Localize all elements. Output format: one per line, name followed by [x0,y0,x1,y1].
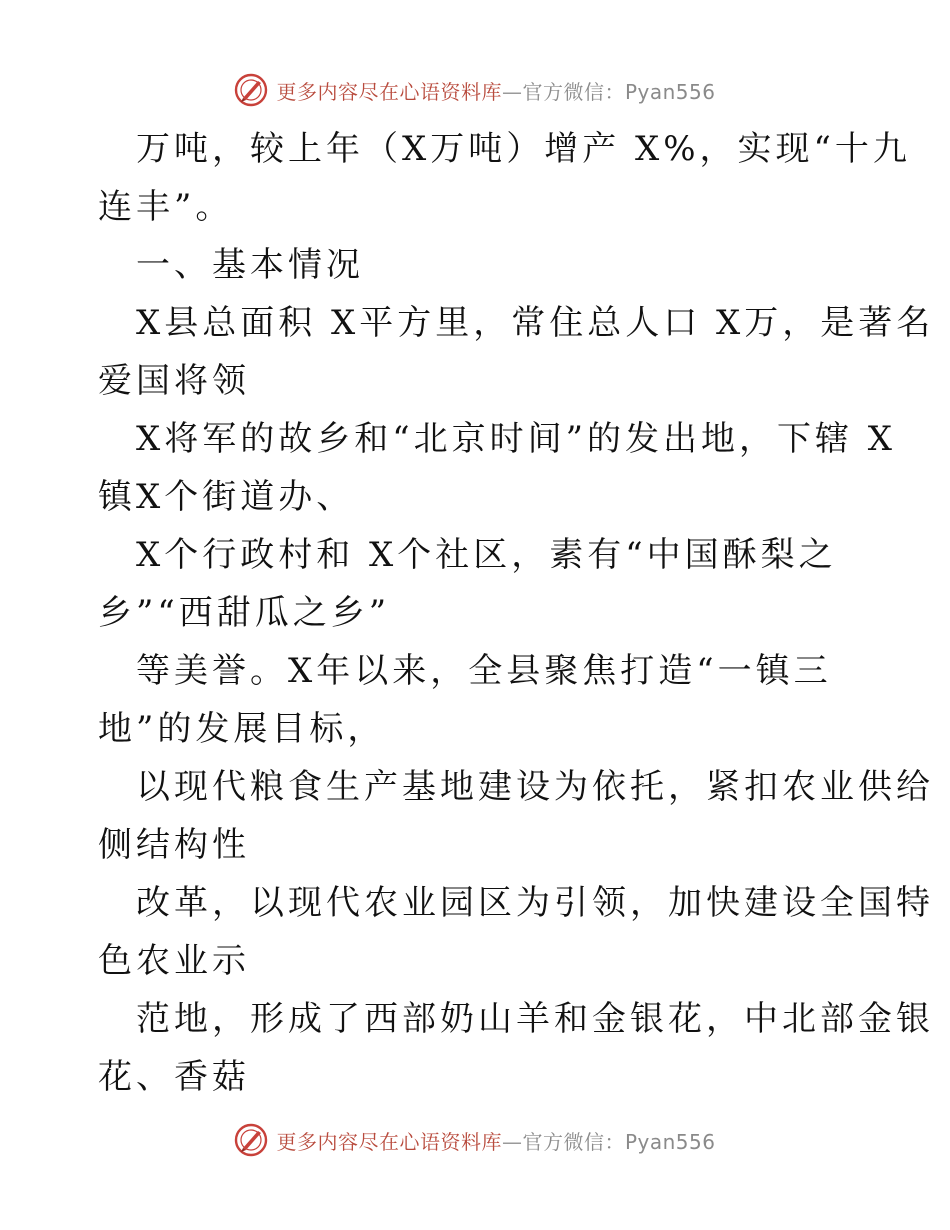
text-line: 爱国将领 [98,361,250,401]
text-line: 万吨，较上年（X万吨）增产 X%，实现“十九 [136,129,911,169]
footer-banner-main: 更多内容尽在心语资料库 [276,1129,502,1154]
header-banner-dash: — [501,79,523,104]
quill-seal-icon [234,1123,268,1157]
text-line: X将军的故乡和“北京时间”的发出地，下辖 X [136,419,896,459]
quill-seal-icon [234,73,268,107]
text-line: 花、香菇 [98,1057,250,1097]
text-line: 乡”“西甜瓜之乡” [98,593,391,633]
document-body [98,120,935,1106]
footer-banner-text [276,1126,715,1155]
text-line: X县总面积 X平方里，常住总人口 X万，是著名 [136,303,935,343]
footer-banner-dash: — [501,1129,523,1154]
text-line: 改革，以现代农业园区为引领，加快建设全国特 [136,883,934,923]
text-line: 连丰”。 [98,187,234,227]
text-line: 侧结构性 [98,825,250,865]
header-banner-main: 更多内容尽在心语资料库 [276,79,502,104]
section-heading: 一、基本情况 [136,245,364,285]
footer-banner [0,1118,950,1162]
text-line: 地”的发展目标， [98,709,386,749]
text-line: 以现代粮食生产基地建设为依托，紧扣农业供给 [136,767,934,807]
text-line: 色农业示 [98,941,250,981]
text-line: 等美誉。X年以来，全县聚焦打造“一镇三 [136,651,832,691]
header-banner-text [276,76,715,105]
header-banner-wechat: 官方微信：Pyan556 [522,79,716,104]
header-banner [0,68,950,112]
text-line: 镇X个街道办、 [98,477,355,517]
footer-banner-wechat: 官方微信：Pyan556 [522,1129,716,1154]
text-line: X个行政村和 X个社区，素有“中国酥梨之 [136,535,837,575]
text-line: 范地，形成了西部奶山羊和金银花，中北部金银 [136,999,934,1039]
